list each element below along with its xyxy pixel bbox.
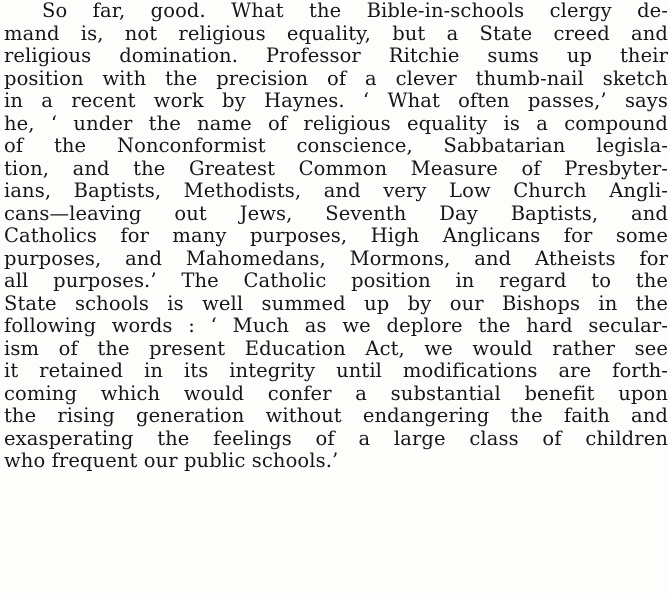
article-line: of the Nonconformist conscience, Sabbatarian legisla-: [4, 134, 668, 157]
article-line: tion, and the Greatest Common Measure of Presbyter-: [4, 156, 668, 180]
article-line: ians, Baptists, Methodists, and very Low Church Angli-: [4, 179, 668, 202]
article-line: it retained in its integrity until modifications are forth-: [4, 359, 668, 382]
article-line: exasperating the feelings of a large class of children: [4, 426, 668, 450]
article-line: Catholics for many purposes, High Anglicans for some: [4, 224, 668, 247]
article-line: position with the precision of a clever thumb-nail sketch: [4, 66, 668, 90]
article-line: ism of the present Education Act, we would rather see: [4, 336, 668, 360]
article-line: mand is, not religious equality, but a State creed and: [4, 21, 668, 45]
article-line: coming which would confer a substantial benefit upon: [4, 381, 668, 405]
article-line: following words : ‘ Much as we deplore the hard secular-: [4, 314, 668, 337]
article-line: State schools is well summed up by our Bishops in the: [4, 291, 668, 315]
article-column: [4, 0, 668, 473]
article-line: So far, good. What the Bible-in-schools clergy de-: [42, 0, 668, 22]
article-line: religious domination. Professor Ritchie sums up their: [4, 44, 668, 67]
article-line: cans—leaving out Jews, Seventh Day Baptists, and: [4, 201, 668, 225]
article-line: purposes, and Mahomedans, Mormons, and Atheists for: [4, 246, 668, 270]
article-line: he, ‘ under the name of religious equality is a compound: [4, 111, 668, 135]
article-line: the rising generation without endangering the faith and: [4, 404, 668, 427]
article-line: all purposes.’ The Catholic position in regard to the: [4, 269, 668, 292]
article-line: who frequent our public schools.’: [4, 449, 339, 472]
article-line: in a recent work by Haynes. ‘ What often passes,’ says: [4, 89, 668, 112]
